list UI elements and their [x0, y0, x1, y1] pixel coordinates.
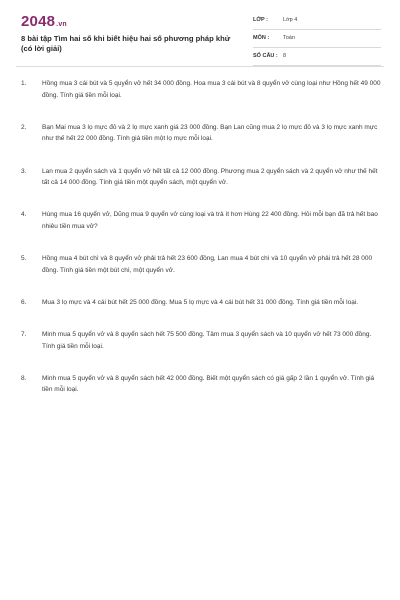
meta-subject-row: [253, 32, 381, 48]
question-item: [21, 329, 383, 352]
question-number: 5.: [21, 255, 27, 263]
question-number: 6.: [21, 298, 27, 306]
question-item: [21, 166, 383, 189]
document-header: [21, 14, 381, 64]
question-item: [21, 209, 383, 232]
meta-count-label: SỐ CÂU :: [253, 53, 278, 59]
logo-suffix: .vn: [56, 21, 67, 28]
question-text: Hùng mua 16 quyển vở, Dũng mua 9 quyển vở cùng loại và trả ít hơn Hùng 22 400 đồng. Hỏi mỗi bạn đã trả hết bao nhiêu tiền mua vở?: [42, 211, 378, 230]
question-number: 1.: [21, 80, 27, 87]
question-item: [21, 78, 383, 101]
meta-subject-value: Toán: [283, 35, 295, 41]
logo-text: 2048: [21, 13, 56, 30]
header-divider: [16, 66, 384, 67]
site-logo[interactable]: [21, 14, 67, 33]
question-text: Minh mua 5 quyển vở và 8 quyển sách hết 42 000 đồng. Biết một quyển sách có giá gấp 2 lần 1 quyển vở. Tính giá tiền mỗi loại.: [42, 374, 375, 394]
question-item: [21, 253, 383, 276]
question-number: 2.: [21, 123, 27, 131]
question-text: Minh mua 5 quyển vở và 8 quyển sách hết 75 500 đồng. Tâm mua 3 quyển sách và 10 quyển vở hết 73 000 đồng. Tính giá tiền mỗi loại.: [42, 331, 372, 350]
question-list: [21, 78, 383, 417]
question-item: [21, 297, 383, 309]
meta-class-row: [253, 14, 381, 30]
question-item: [21, 373, 383, 396]
question-item: [21, 122, 383, 145]
meta-class-label: LỚP :: [253, 17, 268, 23]
meta-subject-label: MÔN :: [253, 35, 270, 41]
question-text: Hồng mua 4 bút chì và 8 quyển vở phải trả hết 23 600 đồng, Lan mua 4 bút chì và 10 quyển vở phải trả hết 28 000 đồng. Tính giá tiền một bút chì, một quyển vở.: [42, 255, 373, 274]
question-number: 3.: [21, 167, 27, 175]
question-text: Lan mua 2 quyển sách và 1 quyển vở hết tất cả 12 000 đồng. Phương mua 2 quyển sách và 2 quyển vở như thế hết tất cả 14 000 đồng. Tính giá tiền một quyển sách, một quyển vở.: [42, 167, 378, 187]
question-text: Mua 3 lọ mực và 4 cái bút hết 25 000 đồng. Mua 5 lọ mực và 4 cái bút hết 31 000 đồng. Tính giá tiền mỗi loại.: [42, 298, 359, 306]
question-text: Hồng mua 3 cái bút và 5 quyển vở hết 34 000 đồng. Hoa mua 3 cái bút và 8 quyển vở cùng loại như Hồng hết 49 000 đồng. Tính giá tiền mỗi loại.: [42, 80, 381, 99]
meta-class-value: Lớp 4: [283, 17, 298, 23]
meta-count-value: 8: [283, 53, 287, 59]
question-number: 4.: [21, 211, 27, 219]
document-title: 8 bài tập Tìm hai số khi biết hiệu hai số phương pháp khử (có lời giải): [21, 34, 231, 53]
question-number: 8.: [21, 374, 27, 382]
meta-count-row: [253, 50, 381, 66]
question-number: 7.: [21, 331, 27, 339]
document-meta: [253, 14, 381, 68]
question-text: Bạn Mai mua 3 lọ mực đỏ và 2 lọ mực xanh giá 23 000 đồng. Bạn Lan cũng mua 2 lọ mực đỏ và 3 lọ mực xanh mực như thế hết 22 000 đồng. Tính giá tiền một lọ mực mỗi loại.: [42, 123, 378, 143]
